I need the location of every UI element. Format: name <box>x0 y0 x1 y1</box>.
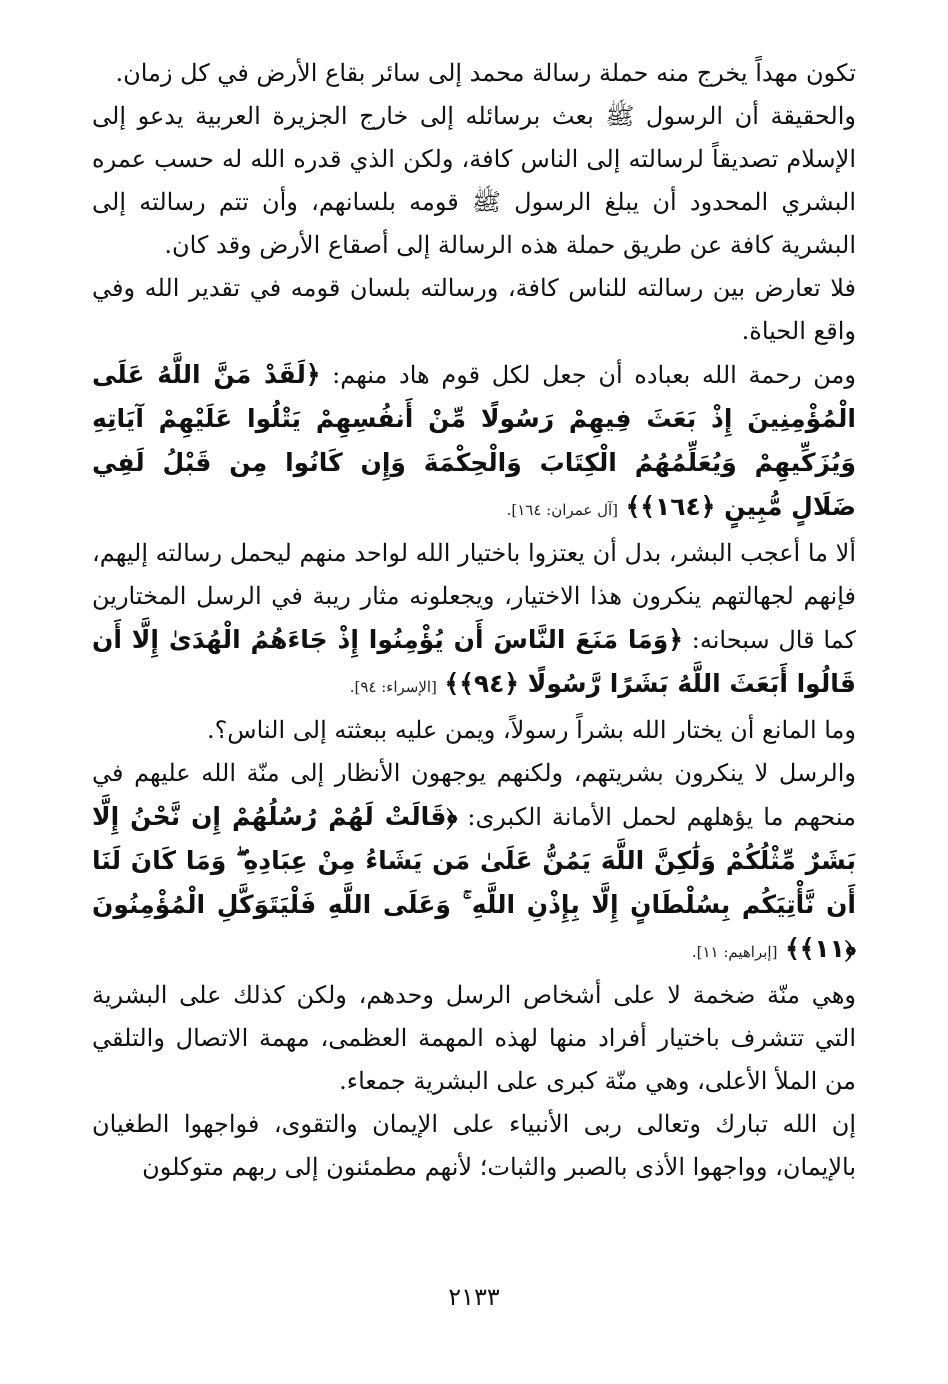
paragraph-9: إن الله تبارك وتعالى ربى الأنبياء على الإيمان والتقوى، فواجهوا الطغيان بالإيمان، وواجهوا الأذى بالصبر والثبات؛ لأنهم مطمئنون إلى ربهم متوكلون <box>92 1110 856 1181</box>
paragraph-1: تكون مهداً يخرج منه حملة رسالة محمد إلى سائر بقاع الأرض في كل زمان. <box>115 59 856 87</box>
quran-verse: ﴿وَمَا مَنَعَ النَّاسَ أَن يُؤْمِنُوا إِذْ جَاءَهُمُ الْهُدَىٰ إِلَّا أَن قَالُوا أَبَعَثَ اللَّهُ بَشَرًا رَّسُولًا ﴿٩٤﴾﴾ <box>92 625 856 698</box>
page-number: ٢١٣٣ <box>448 1283 500 1311</box>
paragraph-3: فلا تعارض بين رسالته للناس كافة، ورسالته بلسان قومه في تقدير الله وفي واقع الحياة. <box>92 274 856 345</box>
paragraph-2: والحقيقة أن الرسول ﷺ بعث برسائله إلى خارج الجزيرة العربية يدعو إلى الإسلام تصديقاً لرسالته إلى الناس كافة، ولكن الذي قدره الله له حسب عمره البشري المحدود أن يبلغ الرسول ﷺ قومه بلسانهم، وأن تتم رسالته إلى البشرية كافة عن طريق حملة هذه الرسالة إلى أصقاع الأرض وقد كان. <box>92 102 856 259</box>
paragraph-5: ألا ما أعجب البشر، بدل أن يعتزوا باختيار الله لواحد منهم ليحمل رسالته إليهم، فإنهم لجهالتهم ينكرون هذا الاختيار، ويجعلونه مثار ريبة في الرسل المختارين كما قال سبحانه: ﴿وَمَا مَنَعَ النَّاسَ أَن يُؤْمِنُوا إِذْ جَاءَهُمُ الْهُدَىٰ إِلَّا أَن قَالُوا أَبَعَثَ اللَّهُ بَشَرًا رَّسُولًا ﴿٩٤﴾﴾ [الإسراء: ٩٤]. <box>92 539 856 698</box>
verse-reference: [الإسراء: ٩٤]. <box>349 678 437 696</box>
paragraph-6: وما المانع أن يختار الله بشراً رسولاً، ويمن عليه ببعثته إلى الناس؟. <box>206 716 856 744</box>
quran-verse: ﴿لَقَدْ مَنَّ اللَّهُ عَلَى الْمُؤْمِنِينَ إِذْ بَعَثَ فِيهِمْ رَسُولًا مِّنْ أَنفُسِهِمْ يَتْلُوا عَلَيْهِمْ آيَاتِهِ وَيُزَكِّيهِمْ وَيُعَلِّمُهُمُ الْكِتَابَ وَالْحِكْمَةَ وَإِن كَانُوا مِن قَبْلُ لَفِي ضَلَالٍ مُّبِينٍ ﴿١٦٤﴾﴾ <box>92 360 856 521</box>
paragraph-8: وهي منّة ضخمة لا على أشخاص الرسل وحدهم، ولكن كذلك على البشرية التي تتشرف باختيار أفراد منها لهذه المهمة العظمى، مهمة الاتصال والتلقي من الملأ الأعلى، وهي منّة كبرى على البشرية جمعاء. <box>92 981 856 1095</box>
paragraph-7: والرسل لا ينكرون بشريتهم، ولكنهم يوجهون الأنظار إلى منّة الله عليهم في منحهم ما يؤهلهم لحمل الأمانة الكبرى: ﴿قَالَتْ لَهُمْ رُسُلُهُمْ إِن نَّحْنُ إِلَّا بَشَرٌ مِّثْلُكُمْ وَلَٰكِنَّ اللَّهَ يَمُنُّ عَلَىٰ مَن يَشَاءُ مِنْ عِبَادِهِ ۖ وَمَا كَانَ لَنَا أَن نَّأْتِيَكُم بِسُلْطَانٍ إِلَّا بِإِذْنِ اللَّهِ ۚ وَعَلَى اللَّهِ فَلْيَتَوَكَّلِ الْمُؤْمِنُونَ ﴿١١﴾﴾ [إبراهيم: ١١]. <box>92 759 856 963</box>
page-body <box>92 52 856 1189</box>
paragraph-4: ومن رحمة الله بعباده أن جعل لكل قوم هاد منهم: ﴿لَقَدْ مَنَّ اللَّهُ عَلَى الْمُؤْمِنِينَ إِذْ بَعَثَ فِيهِمْ رَسُولًا مِّنْ أَنفُسِهِمْ يَتْلُوا عَلَيْهِمْ آيَاتِهِ وَيُزَكِّيهِمْ وَيُعَلِّمُهُمُ الْكِتَابَ وَالْحِكْمَةَ وَإِن كَانُوا مِن قَبْلُ لَفِي ضَلَالٍ مُّبِينٍ ﴿١٦٤﴾﴾ [آل عمران: ١٦٤]. <box>92 360 856 521</box>
verse-reference: [آل عمران: ١٦٤]. <box>506 501 618 519</box>
verse-reference: [إبراهيم: ١١]. <box>691 943 778 961</box>
quran-verse: ﴿قَالَتْ لَهُمْ رُسُلُهُمْ إِن نَّحْنُ إِلَّا بَشَرٌ مِّثْلُكُمْ وَلَٰكِنَّ اللَّهَ يَمُنُّ عَلَىٰ مَن يَشَاءُ مِنْ عِبَادِهِ ۖ وَمَا كَانَ لَنَا أَن نَّأْتِيَكُم بِسُلْطَانٍ إِلَّا بِإِذْنِ اللَّهِ ۚ وَعَلَى اللَّهِ فَلْيَتَوَكَّلِ الْمُؤْمِنُونَ ﴿١١﴾﴾ <box>92 802 856 963</box>
